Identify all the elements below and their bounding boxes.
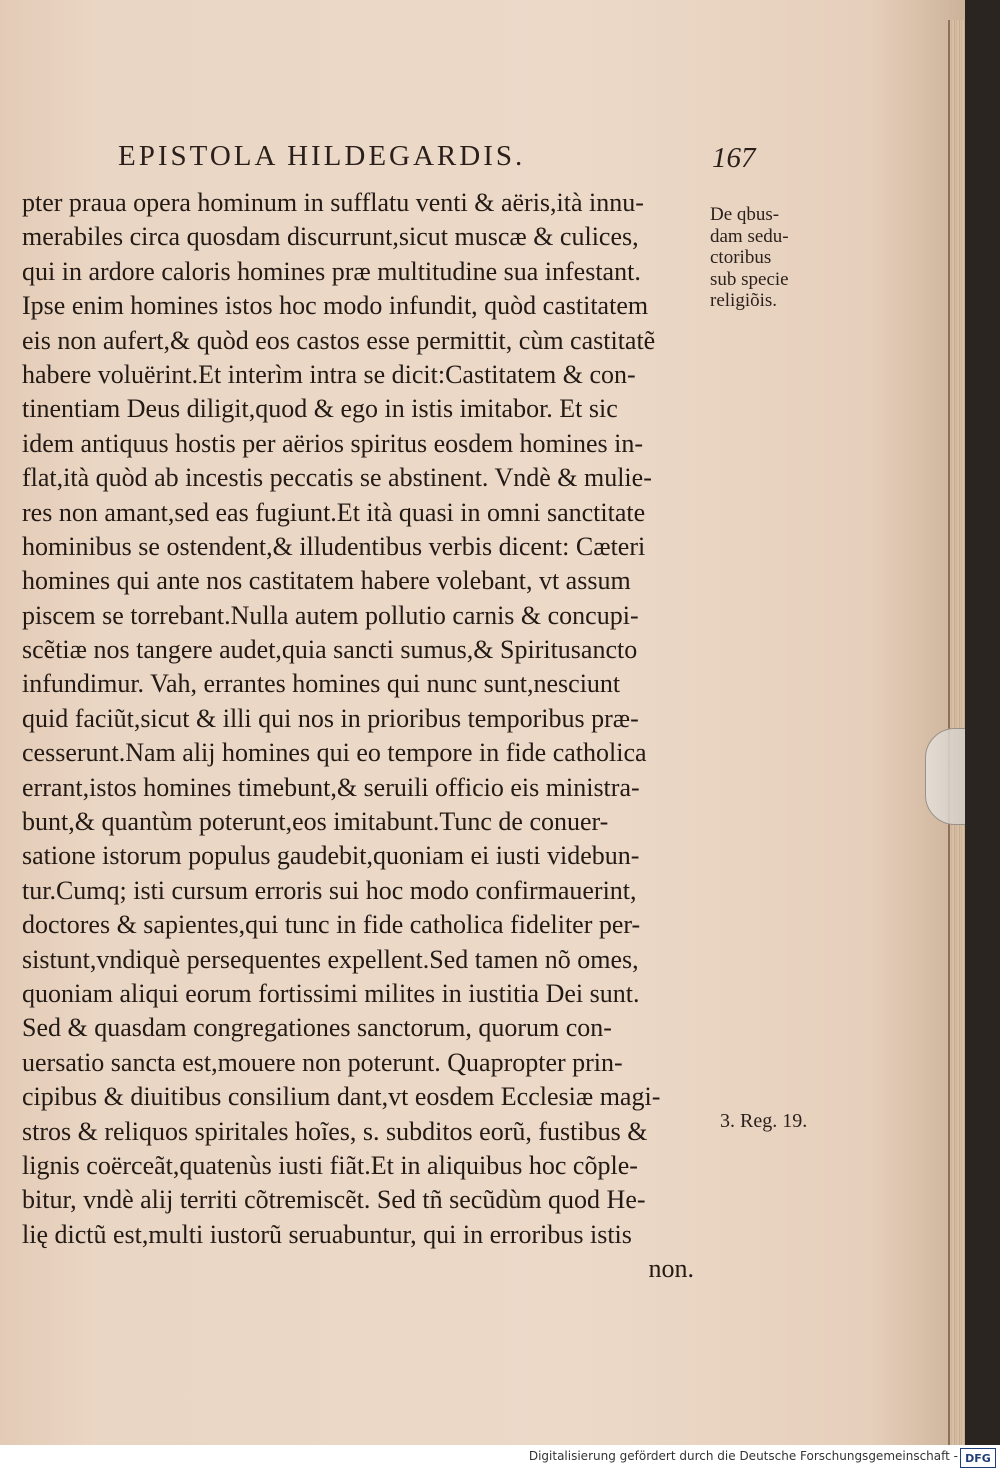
- text-line: pter praua opera hominum in sufflatu venti & aëris,ità innu-: [22, 188, 644, 217]
- text-line: tur.Cumq; isti cursum erroris sui hoc modo confirmauerint,: [22, 875, 637, 905]
- text-line: res non amant,sed eas fugiunt.Et ità quasi in omni sanctitate: [22, 497, 646, 527]
- text-line: errant,istos homines timebunt,& seruili officio eis ministra-: [22, 772, 640, 802]
- text-line: tinentiam Deus diligit,quod & ego in istis imitabor. Et sic: [22, 394, 618, 424]
- marginal-note-line: De qbus-: [710, 204, 780, 225]
- marginal-note-line: religiõis.: [710, 290, 778, 311]
- text-line: hominibus se ostendent,& illudentibus verbis dicent: Cæteri: [22, 531, 646, 561]
- text-line: bitur, vndè alij territi cõtremiscẽt. Sed tñ secũdùm quod He-: [22, 1185, 646, 1215]
- text-line: homines qui ante nos castitatem habere volebant, vt assum: [22, 566, 631, 596]
- marginal-note-line: sub specie: [710, 268, 789, 290]
- text-line: infundimur. Vah, errantes homines qui nunc sunt,nesciunt: [22, 669, 621, 699]
- text-line: habere voluërint.Et interìm intra se dicit:Castitatem & con-: [22, 359, 636, 389]
- text-line: quid faciũt,sicut & illi qui nos in prioribus temporibus præ-: [22, 703, 639, 733]
- text-line: cesserunt.Nam alij homines qui eo tempore in fide catholica: [22, 738, 647, 768]
- body-text: [22, 186, 702, 1287]
- text-line: merabiles circa quosdam discurrunt,sicut muscæ & culices,: [22, 222, 639, 252]
- marginal-reference: 3. Reg. 19.: [720, 1110, 808, 1132]
- funding-credit: Digitalisierung gefördert durch die Deutsche Forschungsgemeinschaft -: [528, 1449, 958, 1463]
- text-line: idem antiquus hostis per aërios spiritus eosdem homines in-: [22, 428, 644, 458]
- text-line: cipibus & diuitibus consilium dant,vt eosdem Ecclesiæ magi-: [22, 1082, 661, 1112]
- text-line: satione istorum populus gaudebit,quoniam ei iusti videbun-: [22, 841, 640, 871]
- text-line: Sed & quasdam congregationes sanctorum, quorum con-: [22, 1013, 612, 1043]
- text-line: qui in ardore caloris homines præ multitudine sua infestant.: [22, 256, 641, 286]
- catchword: non.: [648, 1254, 694, 1284]
- text-line: stros & reliquos spiritales hoĩes, s. subditos eorũ, fustibus &: [22, 1116, 648, 1146]
- text-line: lignis coërceãt,quatenùs iusti fiãt.Et in aliquibus hoc cõple-: [22, 1150, 638, 1180]
- text-line: scẽtiæ nos tangere audet,quia sancti sumus,& Spiritusancto: [22, 635, 638, 665]
- text-line: lię dictũ est,multi iustorũ seruabuntur, qui in erroribus istis: [22, 1219, 632, 1249]
- footer-bar: [0, 1445, 1000, 1471]
- text-line: doctores & sapientes,qui tunc in fide catholica fideliter per-: [22, 910, 641, 940]
- text-line: sistunt,vndiquè persequentes expellent.Sed tamen nõ omes,: [22, 944, 639, 974]
- marginal-note-line: ctoribus: [710, 247, 772, 268]
- text-line: piscem se torrebant.Nulla autem pollutio carnis & concupi-: [22, 600, 639, 630]
- folio-number: 167: [712, 142, 756, 174]
- text-line: flat,ità quòd ab incestis peccatis se abstinent. Vndè & mulie-: [22, 463, 652, 493]
- text-line: eis non aufert,& quòd eos castos esse permittit, cùm castitatẽ: [22, 325, 656, 355]
- page-clip: [925, 728, 965, 825]
- dfg-logo: DFG: [960, 1448, 996, 1468]
- marginal-note-line: dam sedu-: [710, 225, 789, 247]
- text-line: Ipse enim homines istos hoc modo infundit, quòd castitatem: [22, 291, 649, 321]
- running-head: EPISTOLA HILDEGARDIS.: [118, 140, 526, 172]
- text-line: quoniam aliqui eorum fortissimi milites in iustitia Dei sunt.: [22, 978, 640, 1008]
- marginal-note: [710, 204, 830, 312]
- text-line: uersatio sancta est,mouere non poterunt. Quapropter prin-: [22, 1047, 623, 1077]
- text-line: bunt,& quantùm poterunt,eos imitabunt.Tunc de conuer-: [22, 807, 609, 837]
- page-header: [118, 132, 756, 182]
